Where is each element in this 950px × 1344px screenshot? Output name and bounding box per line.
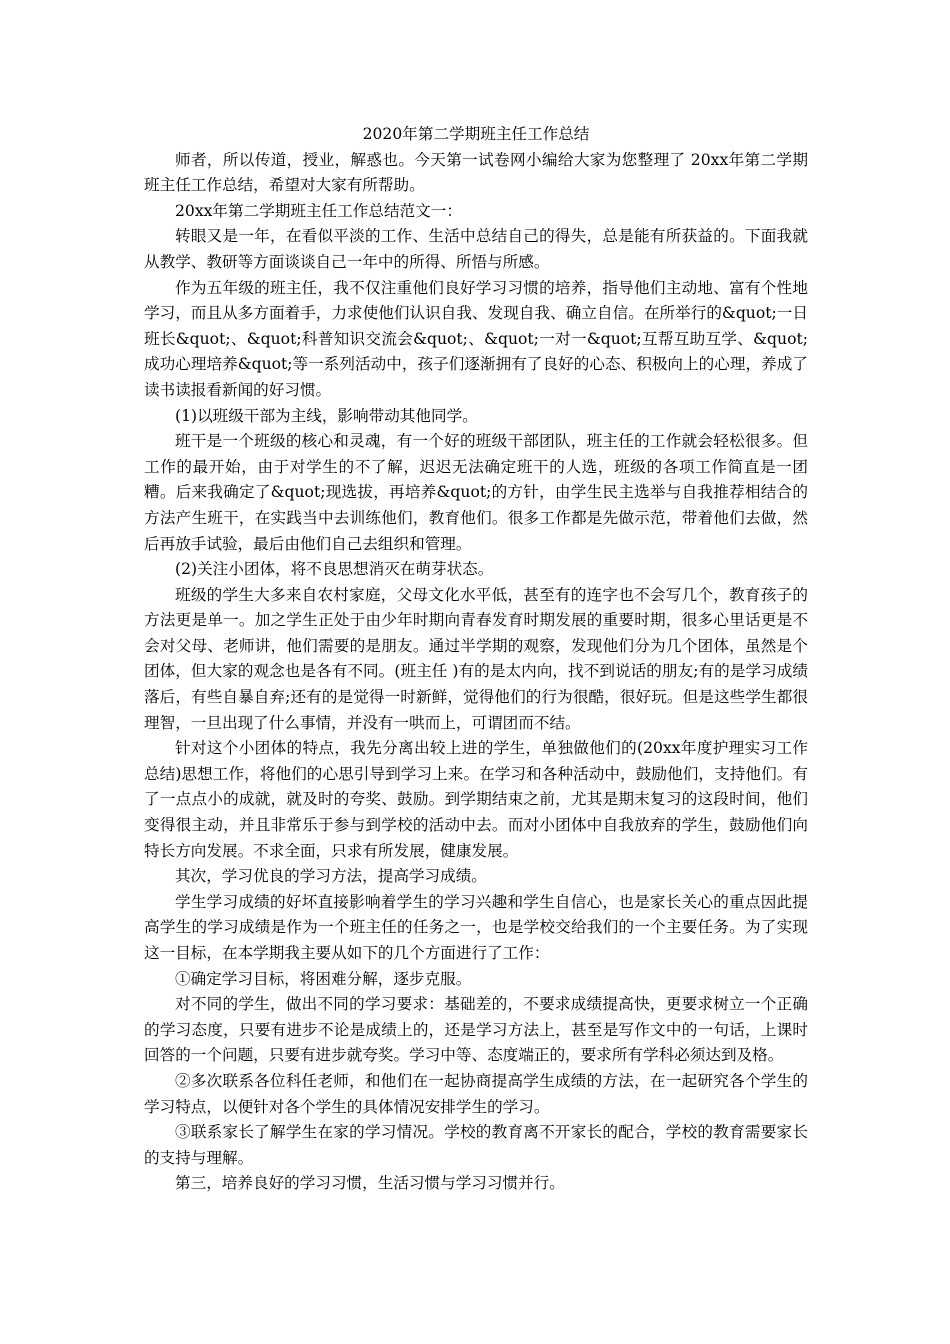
paragraph-learning-results: 学生学习成绩的好坏直接影响着学生的学习兴趣和学生自信心，也是家长关心的重点因此提高学生的学习成绩是作为一个班主任的任务之一，也是学校交给我们的一个主要任务。为了实现这一目标，在本学期我主要从如下的几个方面进行了工作： bbox=[144, 892, 808, 962]
paragraph-class-cadres: 班干是一个班级的核心和灵魂，有一个好的班级干部团队，班主任的工作就会轻松很多。但工作的最开始，由于对学生的不了解，迟迟无法确定班干的人选，班级的各项工作简直是一团糟。后来我确定了&quot;现选拔，再培养&quot;的方针，由学生民主选举与自我推荐相结合的方法产生班干，在实践当中去训练他们，教育他们。很多工作都是先做示范，带着他们去做，然后再放手试验，最后由他们自己去组织和管理。 bbox=[144, 432, 808, 553]
paragraph-small-groups: 班级的学生大多来自农村家庭，父母文化水平低，甚至有的连字也不会写几个，教育孩子的方法更是单一。加之学生正处于由少年时期向青春发育时期发展的重要时期，很多心里话更是不会对父母、老师讲，他们需要的是朋友。通过半学期的观察，发现他们分为几个团体，虽然是个团体，但大家的观念也是各有不同。(班主任 )有的是太内向，找不到说话的朋友;有的是学习成绩落后，有些自暴自弃;还有的是觉得一时新鲜，觉得他们的行为很酷，很好玩。但是这些学生都很理智，一旦出现了什么事情，并没有一哄而上，可谓团而不结。 bbox=[144, 585, 808, 732]
paragraph-opening: 转眼又是一年，在看似平淡的工作、生活中总结自己的得失，总是能有所获益的。下面我就从教学、教研等方面谈谈自己一年中的所得、所悟与所感。 bbox=[144, 227, 808, 271]
document-title: 2020年第二学期班主任工作总结 bbox=[362, 125, 590, 143]
paragraph-sample-heading: 20xx年第二学期班主任工作总结范文一： bbox=[175, 201, 462, 220]
paragraph-item-1: ①确定学习目标，将困难分解，逐步克服。 bbox=[175, 969, 472, 988]
paragraph-different-requirements: 对不同的学生，做出不同的学习要求：基础差的，不要求成绩提高快，更要求树立一个正确的学习态度，只要有进步不论是成绩上的，还是学习方法上，甚至是写作文中的一句话，上课时回答的一个问题，只要有进步就夸奖。学习中等、态度端正的，要求所有学科必须达到及格。 bbox=[144, 995, 808, 1065]
paragraph-section-2-heading: (2)关注小团体，将不良思想消灭在萌芽状态。 bbox=[175, 560, 494, 579]
paragraph-item-2: ②多次联系各位科任老师，和他们在一起协商提高学生成绩的方法，在一起研究各个学生的学习特点，以便针对各个学生的具体情况安排学生的学习。 bbox=[144, 1071, 808, 1116]
paragraph-group-strategy: 针对这个小团体的特点，我先分离出较上进的学生，单独做他们的(20xx年度护理实习工作总结)思想工作，将他们的心思引导到学习上来。在学习和各种活动中，鼓励他们，支持他们。有了一点点小的成就，就及时的夸奖、鼓励。到学期结束之前，尤其是期末复习的这段时间，他们变得很主动，并且非常乐于参与到学校的活动中去。而对小团体中自我放弃的学生，鼓励他们向特长方向发展。不求全面，只求有所发展，健康发展。 bbox=[144, 739, 808, 860]
paragraph-third-heading: 第三，培养良好的学习习惯，生活习惯与学习习惯并行。 bbox=[175, 1174, 565, 1193]
paragraph-class-teacher-role: 作为五年级的班主任，我不仅注重他们良好学习习惯的培养，指导他们主动地、富有个性地学习，而且从多方面着手，力求使他们认识自我、发现自我、确立自信。在所举行的&quot;一日班长&quot;、&quot;科普知识交流会&quot;、&quot;一对一&quot;互帮互助互学、&quot;成功心理培养&quot;等一系列活动中，孩子们逐渐拥有了良好的心态、积极向上的心理，养成了读书读报看新闻的好习惯。 bbox=[144, 278, 808, 399]
paragraph-section-1-heading: (1)以班级干部为主线，影响带动其他同学。 bbox=[175, 406, 478, 425]
paragraph-item-3: ③联系家长了解学生在家的学习情况。学校的教育离不开家长的配合，学校的教育需要家长的支持与理解。 bbox=[144, 1123, 808, 1167]
paragraph-intro: 师者，所以传道，授业，解惑也。今天第一试卷网小编给大家为您整理了 20xx年第二学期班主任工作总结，希望对大家有所帮助。 bbox=[144, 150, 808, 195]
document-page bbox=[144, 122, 808, 1197]
paragraph-second-heading: 其次，学习优良的学习方法，提高学习成绩。 bbox=[175, 867, 487, 886]
